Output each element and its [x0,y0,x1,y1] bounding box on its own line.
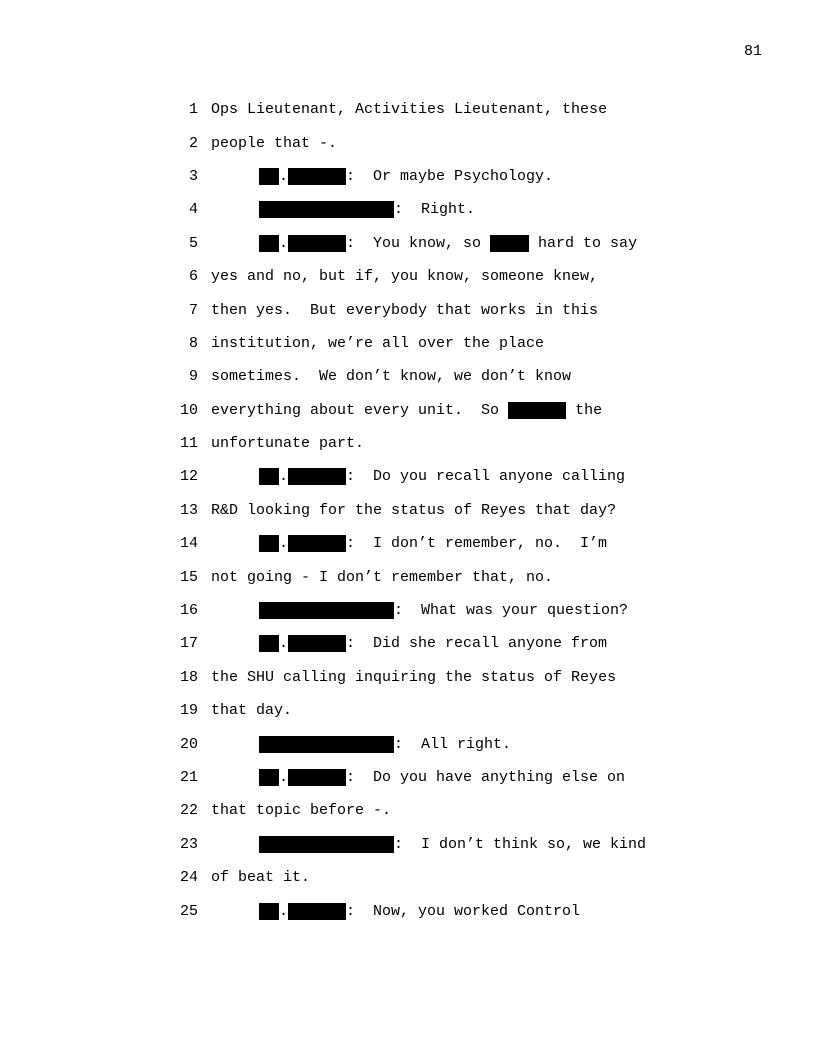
line-number: 25 [179,902,198,920]
line-text: then yes. But everybody that works in this [211,301,599,319]
line-number: 17 [179,635,198,653]
speaker-dot: . [279,635,289,653]
redaction-box [288,468,346,485]
line-number: 13 [179,501,198,519]
line-text: hard to say [529,234,638,252]
transcript-line [178,427,778,460]
line-number: 7 [188,301,198,319]
speaker-dot: . [279,468,289,486]
line-text: that day. [211,702,293,720]
redaction-box [508,402,566,419]
redaction-box [490,235,529,252]
transcript-line [178,260,778,293]
line-text: : What was your question? [394,602,629,620]
transcript-line [178,527,778,560]
line-text: not going - I don’t remember that, no. [211,568,554,586]
line-number: 23 [179,835,198,853]
transcript-line [178,360,778,393]
redaction-box [288,235,346,252]
redaction-box [288,903,346,920]
transcript-line [178,560,778,593]
line-text: everything about every unit. So [211,401,509,419]
line-text: : I don’t think so, we kind [394,835,647,853]
transcript-line [178,861,778,894]
transcript-line [178,627,778,660]
speaker-dot: . [279,234,289,252]
transcript-line [178,661,778,694]
transcript-line [178,293,778,326]
transcript-line [178,794,778,827]
line-text: : All right. [394,735,512,753]
redaction-box [288,168,346,185]
redaction-box [259,836,394,853]
line-number: 15 [179,568,198,586]
transcript-line [178,160,778,193]
line-number: 5 [188,234,198,252]
line-number: 20 [179,735,198,753]
line-text: of beat it. [211,869,311,887]
transcript-line [178,126,778,159]
line-text: sometimes. We don’t know, we don’t know [211,368,572,386]
redaction-box [288,535,346,552]
transcript-line [178,727,778,760]
line-text: : Right. [394,201,476,219]
transcript-body [178,93,778,928]
transcript-line [178,694,778,727]
transcript-line [178,193,778,226]
speaker-dot: . [279,902,289,920]
line-number: 16 [179,602,198,620]
speaker-dot: . [279,535,289,553]
transcript-line [178,828,778,861]
redaction-box [259,235,279,252]
redaction-box [259,903,279,920]
line-number: 14 [179,535,198,553]
line-number: 2 [188,134,198,152]
transcript-line [178,894,778,927]
line-number: 3 [188,167,198,185]
line-number: 18 [179,668,198,686]
redaction-box [288,635,346,652]
redaction-box [259,535,279,552]
speaker-dot: . [279,167,289,185]
page-number: 81 [743,43,762,60]
redaction-box [259,168,279,185]
line-number: 8 [188,334,198,352]
line-number: 10 [179,401,198,419]
line-text: : Did she recall anyone from [346,635,608,653]
line-text: the [566,401,603,419]
line-text: : You know, so [346,234,491,252]
transcript-line [178,594,778,627]
line-text: people that -. [211,134,338,152]
transcript-line [178,227,778,260]
line-text: R&D looking for the status of Reyes that day? [211,501,617,519]
redaction-box [259,468,279,485]
transcript-line [178,93,778,126]
redaction-box [259,635,279,652]
transcript-line [178,394,778,427]
line-text: : Now, you worked Control [346,902,581,920]
redaction-box [259,602,394,619]
line-number: 21 [179,769,198,786]
redaction-box [259,769,279,786]
line-number: 22 [179,802,198,820]
line-text: : Do you have anything else on [346,769,626,786]
line-text: : I don’t remember, no. I’m [346,535,608,553]
transcript-line [178,494,778,527]
line-text: : Or maybe Psychology. [346,167,554,185]
line-number: 12 [179,468,198,486]
line-text: the SHU calling inquiring the status of Reyes [211,668,617,686]
line-text: that topic before -. [211,802,392,820]
speaker-dot: . [279,769,289,786]
line-text: : Do you recall anyone calling [346,468,626,486]
line-number: 19 [179,702,198,720]
line-number: 9 [188,368,198,386]
line-text: institution, we’re all over the place [211,334,545,352]
redaction-box [259,736,394,753]
line-number: 4 [188,201,198,219]
transcript-line [178,327,778,360]
line-number: 6 [188,268,198,286]
redaction-box [288,769,346,786]
redaction-box [259,201,394,218]
transcript-line [178,761,778,794]
line-text: Ops Lieutenant, Activities Lieutenant, these [211,101,608,119]
line-number: 24 [179,869,198,887]
line-number: 1 [188,101,198,119]
transcript-line [178,460,778,493]
line-text: unfortunate part. [211,435,365,453]
line-text: yes and no, but if, you know, someone knew, [211,268,599,286]
line-number: 11 [179,435,198,453]
